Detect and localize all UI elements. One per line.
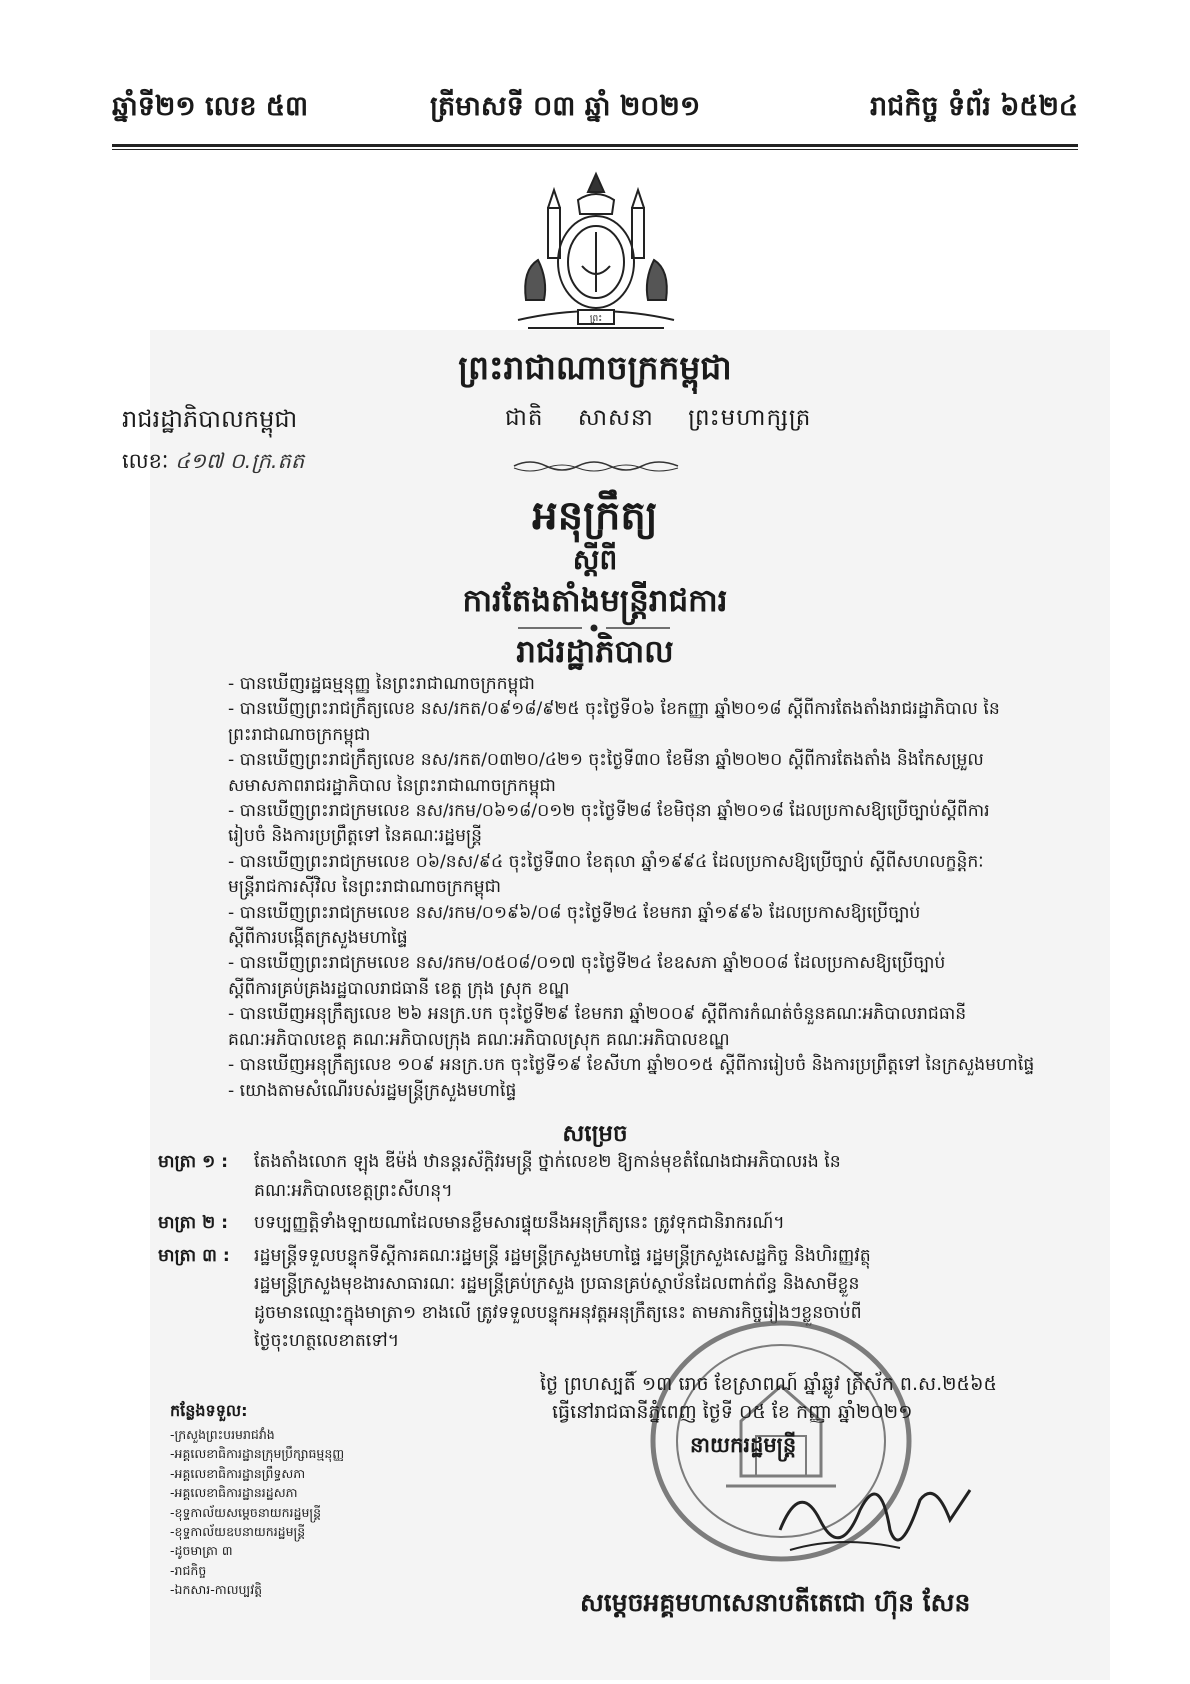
article-label: មាត្រា ៣ :	[158, 1245, 230, 1266]
signer-title: នាយករដ្ឋមន្ត្រី	[690, 1433, 797, 1457]
article-line: ថ្ងៃចុះហត្ថលេខាតទៅ។	[254, 1331, 400, 1351]
motto-nation: ជាតិ	[505, 405, 544, 431]
issuing-body: រាជរដ្ឋាភិបាលកម្ពុជា	[122, 405, 298, 433]
national-motto	[505, 404, 837, 437]
consideration-line: សមាសភាពរាជរដ្ឋាភិបាល នៃព្រះរាជាណាចក្រកម្ពុជា	[228, 775, 556, 796]
article-body	[254, 1148, 1073, 1205]
document-about: ស្តីពី	[572, 543, 618, 576]
gazette-quarter: ត្រីមាសទី ០៣ ឆ្នាំ ២០២១	[430, 91, 701, 122]
lunar-date: ថ្ងៃ ព្រហស្បតិ៍ ១៣ រោច ខែស្រាពណ៍ ឆ្នាំឆ្លូវ ត្រីស័ក ព.ស.២៥៦៥	[540, 1373, 997, 1395]
article-label: មាត្រា ១ :	[158, 1152, 229, 1172]
consideration-line: - បានឃើញព្រះរាជក្រមលេខ ០៦/នស/៩៤ ចុះថ្ងៃទី៣០ ខែតុលា ឆ្នាំ១៩៩៤ ដែលប្រកាសឱ្យប្រើច្បាប់ ស្តីពីសហលក្ខន្តិកៈ	[228, 851, 984, 872]
consideration-line: មន្ត្រីរាជការស៊ីវិល នៃព្រះរាជាណាចក្រកម្ពុជា	[228, 877, 502, 898]
consideration-line: - បានឃើញព្រះរាជក្រឹត្យលេខ នស/រកត/០៣២០/៤២១ ចុះថ្ងៃទី៣០ ខែមីនា ឆ្នាំ២០២០ ស្តីពីការតែងតាំង និងកែសម្រួល	[228, 750, 984, 771]
consideration-line: - បានឃើញព្រះរាជក្រមលេខ នស/រកម/០៥០៨/០១៧ ចុះថ្ងៃទី២៤ ខែឧសភា ឆ្នាំ២០០៨ ដែលប្រកាសឱ្យប្រើច្បាប់	[228, 953, 946, 974]
article-line: ដូចមានឈ្មោះក្នុងមាត្រា១ ខាងលើ ត្រូវទទួលបន្ទុកអនុវត្តអនុក្រឹត្យនេះ តាមភារកិច្ចរៀងៗខ្លួនចាប់ពី	[254, 1302, 862, 1323]
recipient-item: -ដូចមាត្រា ៣	[170, 1543, 233, 1559]
consideration-line: ស្តីពីការគ្រប់គ្រងរដ្ឋបាលរាជធានី ខេត្ត ក្រុង ស្រុក ខណ្ឌ	[228, 978, 570, 999]
considerations-list	[228, 672, 1068, 1104]
recipient-item: -អគ្គលេខាធិការដ្ឋានក្រុមប្រឹក្សាធម្មនុញ្ញ	[170, 1446, 345, 1462]
signer-name: សម្តេចអគ្គមហាសេនាបតីតេជោ ហ៊ុន សែន	[580, 1588, 971, 1617]
consideration-line: - បានឃើញព្រះរាជក្រមលេខ នស/រកម/០៦១៨/០១២ ចុះថ្ងៃទី២៨ ខែមិថុនា ឆ្នាំ២០១៨ ដែលប្រកាសឱ្យប្រើច្បាប់ស្តីពីការ	[228, 801, 990, 822]
recipient-item: -ខុទ្ទកាល័យឧបនាយករដ្ឋមន្ត្រី	[170, 1524, 306, 1540]
header-divider-thin	[112, 149, 1078, 150]
header-divider	[112, 144, 1078, 147]
recipients-list	[170, 1425, 344, 1600]
article-line: តែងតាំងលោក ឡុង ឌីម៉ង់ ឋានន្តរស័ក្តិវរមន្ត្រី ថ្នាក់លេខ២ ឱ្យកាន់មុខតំណែងជាអភិបាលរង នៃ	[254, 1152, 841, 1172]
recipient-item: -រាជកិច្ច	[170, 1562, 207, 1578]
reference-number	[122, 448, 304, 479]
svg-text:ព្រះ: ព្រះ	[589, 314, 603, 324]
recipient-item: -អគ្គលេខាធិការដ្ឋានព្រឹទ្ធសភា	[170, 1465, 306, 1481]
motto-king: ព្រះមហាក្សត្រ	[688, 405, 812, 431]
reference-label: លេខៈ	[122, 449, 169, 473]
flourish-divider-icon	[510, 458, 686, 474]
recipient-item: -អគ្គលេខាធិការដ្ឋានរដ្ឋសភា	[170, 1485, 298, 1501]
consideration-line: ព្រះរាជាណាចក្រកម្ពុជា	[228, 724, 371, 745]
consideration-line: - បានឃើញព្រះរាជក្រឹត្យលេខ នស/រកត/០៩១៨/៩២៥ ចុះថ្ងៃទី០៦ ខែកញ្ញា ឆ្នាំ២០១៨ ស្តីពីការតែងតាំងរាជរដ្ឋាភិបាល នៃ	[228, 699, 1000, 720]
gazette-page: រាជកិច្ច ទំព័រ ៦៥២៤	[870, 91, 1078, 122]
consideration-line: - បានឃើញអនុក្រឹត្យលេខ ១០៩ អនក្រ.បក ចុះថ្ងៃទី១៩ ខែសីហា ឆ្នាំ២០១៥ ស្តីពីការរៀបចំ និងការប្រព្រឹត្តទៅ នៃក្រសួងមហាផ្ទៃ	[228, 1055, 1035, 1076]
recipient-item: -ខុទ្ទកាល័យសម្តេចនាយករដ្ឋមន្ត្រី	[170, 1504, 322, 1520]
article-2	[158, 1209, 1073, 1238]
consideration-line: រៀបចំ និងការប្រព្រឹត្តទៅ នៃគណៈរដ្ឋមន្ត្រី	[228, 826, 483, 847]
article-line: បទប្បញ្ញត្តិទាំងឡាយណាដែលមានខ្លឹមសារផ្ទុយនឹងអនុក្រឹត្យនេះ ត្រូវទុកជានិរាករណ៍។	[254, 1213, 785, 1233]
article-body	[254, 1209, 1073, 1238]
articles	[158, 1148, 1073, 1360]
gazette-year-issue: ឆ្នាំទី២១ លេខ ៥៣	[112, 91, 309, 122]
article-1	[158, 1148, 1073, 1205]
article-line: រដ្ឋមន្ត្រីទទួលបន្ទុកទីស្តីការគណៈរដ្ឋមន្ត្រី រដ្ឋមន្ត្រីក្រសួងមហាផ្ទៃ រដ្ឋមន្ត្រីក្រសួងសេដ្ឋកិច្ច និងហិរញ្ញវត្ថុ	[254, 1245, 871, 1266]
recipient-item: -ឯកសារ-កាលប្បវត្តិ	[170, 1582, 263, 1598]
kingdom-name: ព្រះរាជាណាចក្រកម្ពុជា	[458, 348, 732, 387]
consideration-line: - យោងតាមសំណើរបស់រដ្ឋមន្ត្រីក្រសួងមហាផ្ទៃ	[228, 1080, 517, 1101]
consideration-line: - បានឃើញព្រះរាជក្រមលេខ នស/រកម/០១៩៦/០៨ ចុះថ្ងៃទី២៤ ខែមករា ឆ្នាំ១៩៩៦ ដែលប្រកាសឱ្យប្រើច្បាប់	[228, 902, 921, 923]
royal-coat-of-arms-icon	[508, 170, 684, 338]
place-and-date: ធ្វើនៅរាជធានីភ្នំពេញ ថ្ងៃទី ០៥ ខែ កញ្ញា ឆ្នាំ២០២១	[552, 1401, 913, 1423]
recipients-title: កន្លែងទទួល:	[170, 1401, 248, 1420]
consideration-line: គណៈអភិបាលខេត្ត គណៈអភិបាលក្រុង គណៈអភិបាលស្រុក គណៈអភិបាលខណ្ឌ	[228, 1029, 730, 1050]
recipient-item: -ក្រសួងព្រះបរមរាជវាំង	[170, 1427, 275, 1442]
article-line: គណៈអភិបាលខេត្តព្រះសីហនុ។	[254, 1180, 453, 1201]
article-label: មាត្រា ២ :	[158, 1213, 229, 1233]
consideration-line: ស្តីពីការបង្កើតក្រសួងមហាផ្ទៃ	[228, 928, 408, 949]
consideration-line: - បានឃើញអនុក្រឹត្យលេខ ២៦ អនក្រ.បក ចុះថ្ងៃទី២៩ ខែមករា ឆ្នាំ២០០៩ ស្តីពីការកំណត់ចំនួនគណៈអភិបាលរាជធានី	[228, 1004, 967, 1025]
decision-heading: សម្រេច	[562, 1121, 628, 1147]
signature-icon	[770, 1460, 980, 1570]
article-line: រដ្ឋមន្ត្រីក្រសួងមុខងារសាធារណៈ រដ្ឋមន្ត្រីគ្រប់ក្រសួង ប្រធានគ្រប់ស្ថាប័នដែលពាក់ព័ន្ធ និងសាមីខ្លួន	[254, 1274, 860, 1294]
document-subject: ការតែងតាំងមន្ត្រីរាជការ	[462, 583, 728, 619]
article-3	[158, 1242, 1073, 1356]
reference-value: ៤១៧ ០.ក្រ.តត	[175, 449, 305, 473]
motto-religion: សាសនា	[577, 405, 654, 431]
issuer: រាជរដ្ឋាភិបាល	[516, 634, 674, 670]
consideration-line: - បានឃើញរដ្ឋធម្មនុញ្ញ នៃព្រះរាជាណាចក្រកម្ពុជា	[228, 674, 535, 694]
document-type: អនុក្រឹត្យ	[532, 493, 658, 539]
